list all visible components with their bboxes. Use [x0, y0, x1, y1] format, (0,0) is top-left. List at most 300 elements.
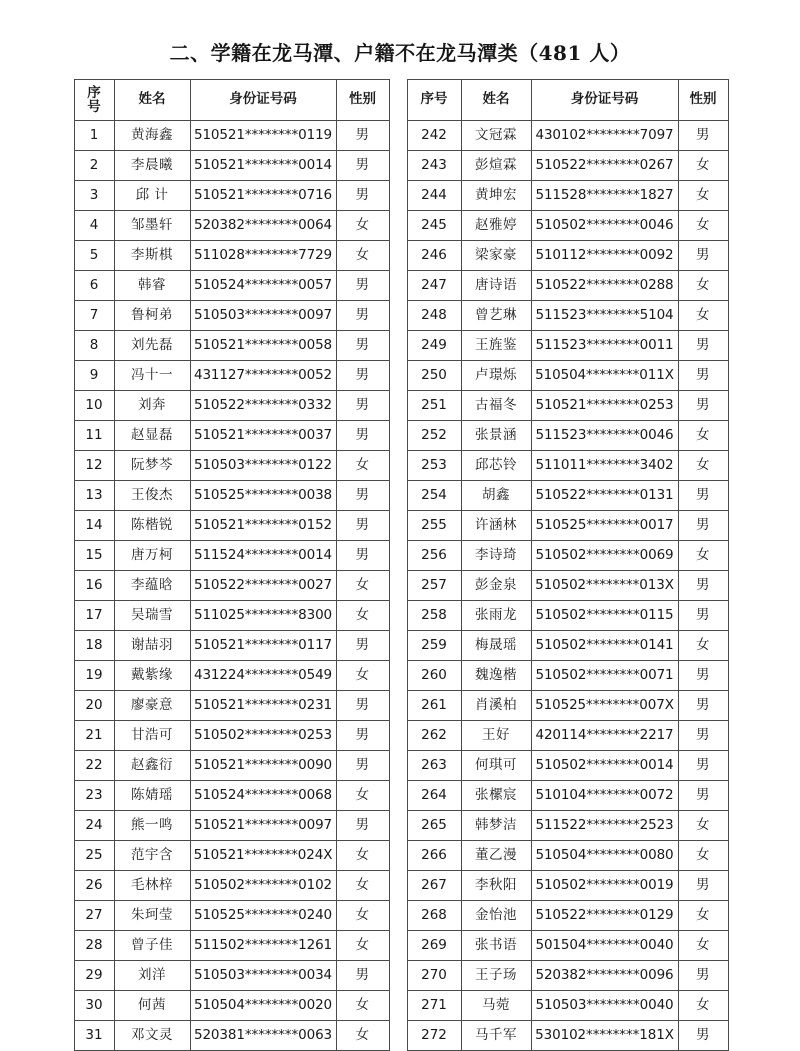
cell-gender: 男 — [678, 661, 728, 691]
cell-id-number: 511524********0014 — [190, 541, 336, 571]
cell-seq: 11 — [74, 421, 114, 451]
cell-name: 刘先磊 — [114, 331, 190, 361]
cell-gender: 男 — [336, 151, 389, 181]
cell-id-number: 510502********0046 — [531, 211, 678, 241]
table-row — [407, 811, 728, 841]
cell-id-number: 520382********0064 — [190, 211, 336, 241]
cell-gender: 男 — [336, 631, 389, 661]
table-row — [74, 541, 389, 571]
cell-gender: 女 — [336, 451, 389, 481]
table-row — [407, 931, 728, 961]
cell-name: 彭煊霖 — [461, 151, 531, 181]
cell-name: 王旌鉴 — [461, 331, 531, 361]
cell-name: 张雨龙 — [461, 601, 531, 631]
table-row — [407, 871, 728, 901]
table-row — [74, 571, 389, 601]
cell-id-number: 510502********0014 — [531, 751, 678, 781]
cell-name: 李秋阳 — [461, 871, 531, 901]
cell-id-number: 510521********0097 — [190, 811, 336, 841]
table-row — [74, 211, 389, 241]
cell-id-number: 510503********0122 — [190, 451, 336, 481]
cell-gender: 女 — [678, 931, 728, 961]
cell-name: 张樏宸 — [461, 781, 531, 811]
cell-name: 何琪可 — [461, 751, 531, 781]
cell-name: 谢喆羽 — [114, 631, 190, 661]
cell-seq: 23 — [74, 781, 114, 811]
table-row — [74, 811, 389, 841]
cell-seq: 258 — [407, 601, 461, 631]
cell-seq: 12 — [74, 451, 114, 481]
table-row — [407, 331, 728, 361]
cell-id-number: 510112********0092 — [531, 241, 678, 271]
cell-gender: 男 — [336, 691, 389, 721]
cell-seq: 257 — [407, 571, 461, 601]
table-row — [407, 631, 728, 661]
cell-id-number: 510521********0152 — [190, 511, 336, 541]
column-header-name: 姓名 — [461, 80, 531, 121]
cell-seq: 269 — [407, 931, 461, 961]
cell-name: 李晨曦 — [114, 151, 190, 181]
cell-gender: 女 — [678, 151, 728, 181]
cell-name: 曾子佳 — [114, 931, 190, 961]
table-row — [74, 421, 389, 451]
table-row — [407, 541, 728, 571]
cell-seq: 7 — [74, 301, 114, 331]
cell-id-number: 510521********0253 — [531, 391, 678, 421]
cell-id-number: 520382********0096 — [531, 961, 678, 991]
cell-gender: 男 — [336, 481, 389, 511]
cell-gender: 男 — [336, 271, 389, 301]
cell-gender: 男 — [678, 331, 728, 361]
cell-id-number: 510525********007X — [531, 691, 678, 721]
cell-id-number: 510521********0014 — [190, 151, 336, 181]
cell-seq: 264 — [407, 781, 461, 811]
cell-id-number: 511523********0011 — [531, 331, 678, 361]
table-row — [407, 391, 728, 421]
cell-name: 吴瑞雪 — [114, 601, 190, 631]
cell-id-number: 510524********0057 — [190, 271, 336, 301]
cell-seq: 259 — [407, 631, 461, 661]
table-row — [407, 511, 728, 541]
cell-seq: 29 — [74, 961, 114, 991]
table-row — [407, 421, 728, 451]
cell-id-number: 510502********0102 — [190, 871, 336, 901]
table-row — [74, 451, 389, 481]
cell-gender: 女 — [336, 781, 389, 811]
cell-name: 邱 计 — [114, 181, 190, 211]
cell-gender: 女 — [678, 181, 728, 211]
cell-name: 熊一鸣 — [114, 811, 190, 841]
table-row — [74, 511, 389, 541]
two-column-table-layout — [0, 79, 800, 1051]
table-row — [407, 721, 728, 751]
cell-id-number: 510503********0034 — [190, 961, 336, 991]
cell-id-number: 510502********0069 — [531, 541, 678, 571]
cell-id-number: 510502********0019 — [531, 871, 678, 901]
table-row — [74, 601, 389, 631]
cell-gender: 男 — [336, 541, 389, 571]
cell-name: 韩睿 — [114, 271, 190, 301]
table-row — [74, 391, 389, 421]
cell-id-number: 510522********0027 — [190, 571, 336, 601]
cell-seq: 250 — [407, 361, 461, 391]
cell-seq: 25 — [74, 841, 114, 871]
cell-seq: 271 — [407, 991, 461, 1021]
cell-seq: 6 — [74, 271, 114, 301]
cell-id-number: 420114********2217 — [531, 721, 678, 751]
cell-gender: 男 — [678, 601, 728, 631]
cell-id-number: 510521********024X — [190, 841, 336, 871]
cell-id-number: 510502********013X — [531, 571, 678, 601]
cell-seq: 1 — [74, 121, 114, 151]
cell-name: 范宇含 — [114, 841, 190, 871]
cell-gender: 女 — [336, 211, 389, 241]
cell-id-number: 510503********0040 — [531, 991, 678, 1021]
cell-id-number: 510521********0037 — [190, 421, 336, 451]
cell-id-number: 520381********0063 — [190, 1021, 336, 1051]
cell-seq: 265 — [407, 811, 461, 841]
table-row — [74, 1021, 389, 1051]
column-header-seq-line1: 序 — [87, 84, 101, 101]
cell-gender: 男 — [336, 361, 389, 391]
cell-seq: 243 — [407, 151, 461, 181]
table-row — [74, 991, 389, 1021]
cell-gender: 女 — [678, 271, 728, 301]
cell-gender: 女 — [678, 421, 728, 451]
cell-gender: 男 — [678, 571, 728, 601]
cell-name: 邓文灵 — [114, 1021, 190, 1051]
cell-name: 甘浩可 — [114, 721, 190, 751]
cell-name: 梅晟瑶 — [461, 631, 531, 661]
cell-gender: 女 — [336, 571, 389, 601]
cell-seq: 5 — [74, 241, 114, 271]
cell-id-number: 510522********0267 — [531, 151, 678, 181]
cell-gender: 男 — [678, 781, 728, 811]
cell-gender: 男 — [678, 751, 728, 781]
cell-seq: 270 — [407, 961, 461, 991]
cell-gender: 男 — [336, 421, 389, 451]
table-row — [407, 1021, 728, 1051]
cell-gender: 女 — [678, 991, 728, 1021]
table-row — [74, 661, 389, 691]
cell-gender: 男 — [336, 751, 389, 781]
cell-id-number: 431127********0052 — [190, 361, 336, 391]
cell-name: 金怡池 — [461, 901, 531, 931]
cell-seq: 30 — [74, 991, 114, 1021]
table-row — [74, 871, 389, 901]
cell-gender: 女 — [678, 301, 728, 331]
column-header-id-number: 身份证号码 — [531, 80, 678, 121]
table-row — [407, 271, 728, 301]
cell-gender: 女 — [678, 811, 728, 841]
cell-gender: 女 — [678, 631, 728, 661]
cell-name: 马菀 — [461, 991, 531, 1021]
cell-id-number: 510521********0058 — [190, 331, 336, 361]
cell-name: 胡鑫 — [461, 481, 531, 511]
cell-gender: 女 — [678, 451, 728, 481]
cell-seq: 16 — [74, 571, 114, 601]
table-row — [407, 601, 728, 631]
table-row — [407, 781, 728, 811]
cell-id-number: 510525********0017 — [531, 511, 678, 541]
student-table-left — [74, 79, 390, 1051]
table-row — [407, 241, 728, 271]
cell-name: 张景涵 — [461, 421, 531, 451]
cell-id-number: 511523********5104 — [531, 301, 678, 331]
cell-id-number: 511502********1261 — [190, 931, 336, 961]
table-row — [74, 121, 389, 151]
cell-gender: 男 — [678, 691, 728, 721]
column-header-gender: 性别 — [678, 80, 728, 121]
table-row — [407, 301, 728, 331]
cell-seq: 272 — [407, 1021, 461, 1051]
cell-name: 魏逸楷 — [461, 661, 531, 691]
cell-seq: 262 — [407, 721, 461, 751]
cell-name: 黄坤宏 — [461, 181, 531, 211]
cell-seq: 246 — [407, 241, 461, 271]
cell-id-number: 511028********7729 — [190, 241, 336, 271]
column-header-seq-line2: 号 — [87, 99, 101, 115]
cell-gender: 女 — [678, 211, 728, 241]
cell-name: 梁家豪 — [461, 241, 531, 271]
cell-seq: 19 — [74, 661, 114, 691]
cell-gender: 男 — [678, 721, 728, 751]
cell-gender: 女 — [336, 901, 389, 931]
table-header-row — [407, 80, 728, 121]
cell-gender: 男 — [678, 391, 728, 421]
cell-name: 冯十一 — [114, 361, 190, 391]
cell-seq: 266 — [407, 841, 461, 871]
cell-name: 何茜 — [114, 991, 190, 1021]
column-header-name: 姓名 — [114, 80, 190, 121]
cell-seq: 14 — [74, 511, 114, 541]
cell-gender: 男 — [678, 121, 728, 151]
cell-id-number: 510504********011X — [531, 361, 678, 391]
table-row — [74, 241, 389, 271]
cell-seq: 10 — [74, 391, 114, 421]
cell-seq: 13 — [74, 481, 114, 511]
cell-seq: 252 — [407, 421, 461, 451]
cell-id-number: 510521********0716 — [190, 181, 336, 211]
cell-seq: 242 — [407, 121, 461, 151]
cell-name: 朱珂莹 — [114, 901, 190, 931]
cell-seq: 8 — [74, 331, 114, 361]
cell-name: 唐万柯 — [114, 541, 190, 571]
cell-gender: 女 — [336, 661, 389, 691]
table-body-left — [74, 121, 389, 1051]
cell-id-number: 511025********8300 — [190, 601, 336, 631]
cell-name: 鲁柯弟 — [114, 301, 190, 331]
cell-seq: 253 — [407, 451, 461, 481]
column-header-seq: 序号 — [407, 80, 461, 121]
table-row — [407, 451, 728, 481]
cell-seq: 9 — [74, 361, 114, 391]
cell-name: 赵显磊 — [114, 421, 190, 451]
cell-gender: 男 — [678, 361, 728, 391]
cell-gender: 女 — [678, 541, 728, 571]
table-row — [74, 181, 389, 211]
cell-id-number: 510502********0071 — [531, 661, 678, 691]
cell-name: 曾艺琳 — [461, 301, 531, 331]
cell-name: 黄海鑫 — [114, 121, 190, 151]
table-row — [407, 151, 728, 181]
cell-gender: 男 — [678, 961, 728, 991]
cell-id-number: 510521********0117 — [190, 631, 336, 661]
table-row — [74, 781, 389, 811]
cell-gender: 男 — [336, 181, 389, 211]
cell-id-number: 511011********3402 — [531, 451, 678, 481]
cell-seq: 256 — [407, 541, 461, 571]
cell-seq: 22 — [74, 751, 114, 781]
cell-name: 马千军 — [461, 1021, 531, 1051]
cell-gender: 男 — [678, 511, 728, 541]
cell-name: 董乙漫 — [461, 841, 531, 871]
table-row — [407, 481, 728, 511]
table-row — [74, 271, 389, 301]
table-row — [407, 901, 728, 931]
cell-name: 陈楷锐 — [114, 511, 190, 541]
cell-name: 文冠霖 — [461, 121, 531, 151]
cell-gender: 男 — [678, 241, 728, 271]
table-row — [74, 331, 389, 361]
cell-id-number: 510503********0097 — [190, 301, 336, 331]
cell-name: 韩梦洁 — [461, 811, 531, 841]
cell-name: 王俊杰 — [114, 481, 190, 511]
cell-name: 赵雅婷 — [461, 211, 531, 241]
cell-id-number: 510522********0129 — [531, 901, 678, 931]
cell-seq: 251 — [407, 391, 461, 421]
table-row — [407, 661, 728, 691]
cell-name: 戴紫缘 — [114, 661, 190, 691]
cell-gender: 男 — [678, 1021, 728, 1051]
table-row — [407, 211, 728, 241]
cell-seq: 267 — [407, 871, 461, 901]
table-row — [74, 721, 389, 751]
cell-id-number: 510521********0231 — [190, 691, 336, 721]
cell-id-number: 510502********0115 — [531, 601, 678, 631]
cell-seq: 3 — [74, 181, 114, 211]
cell-gender: 女 — [336, 601, 389, 631]
table-row — [74, 751, 389, 781]
table-row — [407, 691, 728, 721]
cell-gender: 女 — [336, 1021, 389, 1051]
column-header-id-number: 身份证号码 — [190, 80, 336, 121]
cell-gender: 男 — [336, 811, 389, 841]
cell-name: 邱芯铃 — [461, 451, 531, 481]
cell-gender: 女 — [336, 241, 389, 271]
table-row — [74, 151, 389, 181]
cell-seq: 249 — [407, 331, 461, 361]
table-row — [74, 961, 389, 991]
student-table-right — [407, 79, 729, 1051]
cell-name: 许涵林 — [461, 511, 531, 541]
cell-seq: 18 — [74, 631, 114, 661]
cell-seq: 28 — [74, 931, 114, 961]
cell-name: 李蕴晗 — [114, 571, 190, 601]
cell-id-number: 510502********0141 — [531, 631, 678, 661]
table-row — [74, 901, 389, 931]
cell-id-number: 501504********0040 — [531, 931, 678, 961]
cell-name: 王子玚 — [461, 961, 531, 991]
table-row — [74, 361, 389, 391]
cell-gender: 男 — [336, 721, 389, 751]
table-row — [74, 931, 389, 961]
table-header-row — [74, 80, 389, 121]
cell-name: 李斯棋 — [114, 241, 190, 271]
cell-gender: 女 — [336, 931, 389, 961]
cell-seq: 24 — [74, 811, 114, 841]
cell-name: 张书语 — [461, 931, 531, 961]
cell-id-number: 510522********0131 — [531, 481, 678, 511]
table-row — [407, 181, 728, 211]
cell-gender: 男 — [336, 961, 389, 991]
cell-gender: 女 — [336, 841, 389, 871]
cell-id-number: 430102********7097 — [531, 121, 678, 151]
cell-gender: 女 — [678, 841, 728, 871]
page-title: 二、学籍在龙马潭、户籍不在龙马潭类（481 人） — [169, 41, 631, 65]
right-table-half — [407, 79, 729, 1051]
table-row — [407, 571, 728, 601]
cell-name: 廖豪意 — [114, 691, 190, 721]
cell-id-number: 510521********0090 — [190, 751, 336, 781]
table-row — [407, 841, 728, 871]
cell-id-number: 511528********1827 — [531, 181, 678, 211]
table-row — [74, 481, 389, 511]
cell-id-number: 510504********0080 — [531, 841, 678, 871]
cell-gender: 男 — [336, 391, 389, 421]
cell-name: 赵鑫衍 — [114, 751, 190, 781]
column-header-seq — [74, 80, 114, 121]
cell-seq: 2 — [74, 151, 114, 181]
cell-id-number: 510521********0119 — [190, 121, 336, 151]
cell-seq: 263 — [407, 751, 461, 781]
cell-name: 唐诗语 — [461, 271, 531, 301]
cell-name: 古福冬 — [461, 391, 531, 421]
cell-name: 李诗琦 — [461, 541, 531, 571]
cell-id-number: 510504********0020 — [190, 991, 336, 1021]
cell-id-number: 511523********0046 — [531, 421, 678, 451]
cell-seq: 261 — [407, 691, 461, 721]
cell-seq: 4 — [74, 211, 114, 241]
cell-id-number: 510524********0068 — [190, 781, 336, 811]
table-row — [74, 691, 389, 721]
cell-name: 阮梦芩 — [114, 451, 190, 481]
cell-seq: 21 — [74, 721, 114, 751]
cell-name: 邹墨轩 — [114, 211, 190, 241]
cell-seq: 268 — [407, 901, 461, 931]
cell-gender: 女 — [336, 991, 389, 1021]
left-table-half — [74, 79, 390, 1051]
cell-name: 陈婧瑶 — [114, 781, 190, 811]
table-row — [407, 121, 728, 151]
table-row — [407, 361, 728, 391]
cell-gender: 男 — [678, 481, 728, 511]
cell-seq: 15 — [74, 541, 114, 571]
cell-seq: 254 — [407, 481, 461, 511]
cell-name: 王好 — [461, 721, 531, 751]
cell-seq: 260 — [407, 661, 461, 691]
table-row — [407, 961, 728, 991]
cell-name: 刘洋 — [114, 961, 190, 991]
cell-id-number: 510104********0072 — [531, 781, 678, 811]
cell-seq: 31 — [74, 1021, 114, 1051]
cell-gender: 男 — [336, 331, 389, 361]
table-row — [407, 751, 728, 781]
cell-gender: 男 — [678, 871, 728, 901]
table-body-right — [407, 121, 728, 1051]
cell-id-number: 431224********0549 — [190, 661, 336, 691]
cell-seq: 26 — [74, 871, 114, 901]
